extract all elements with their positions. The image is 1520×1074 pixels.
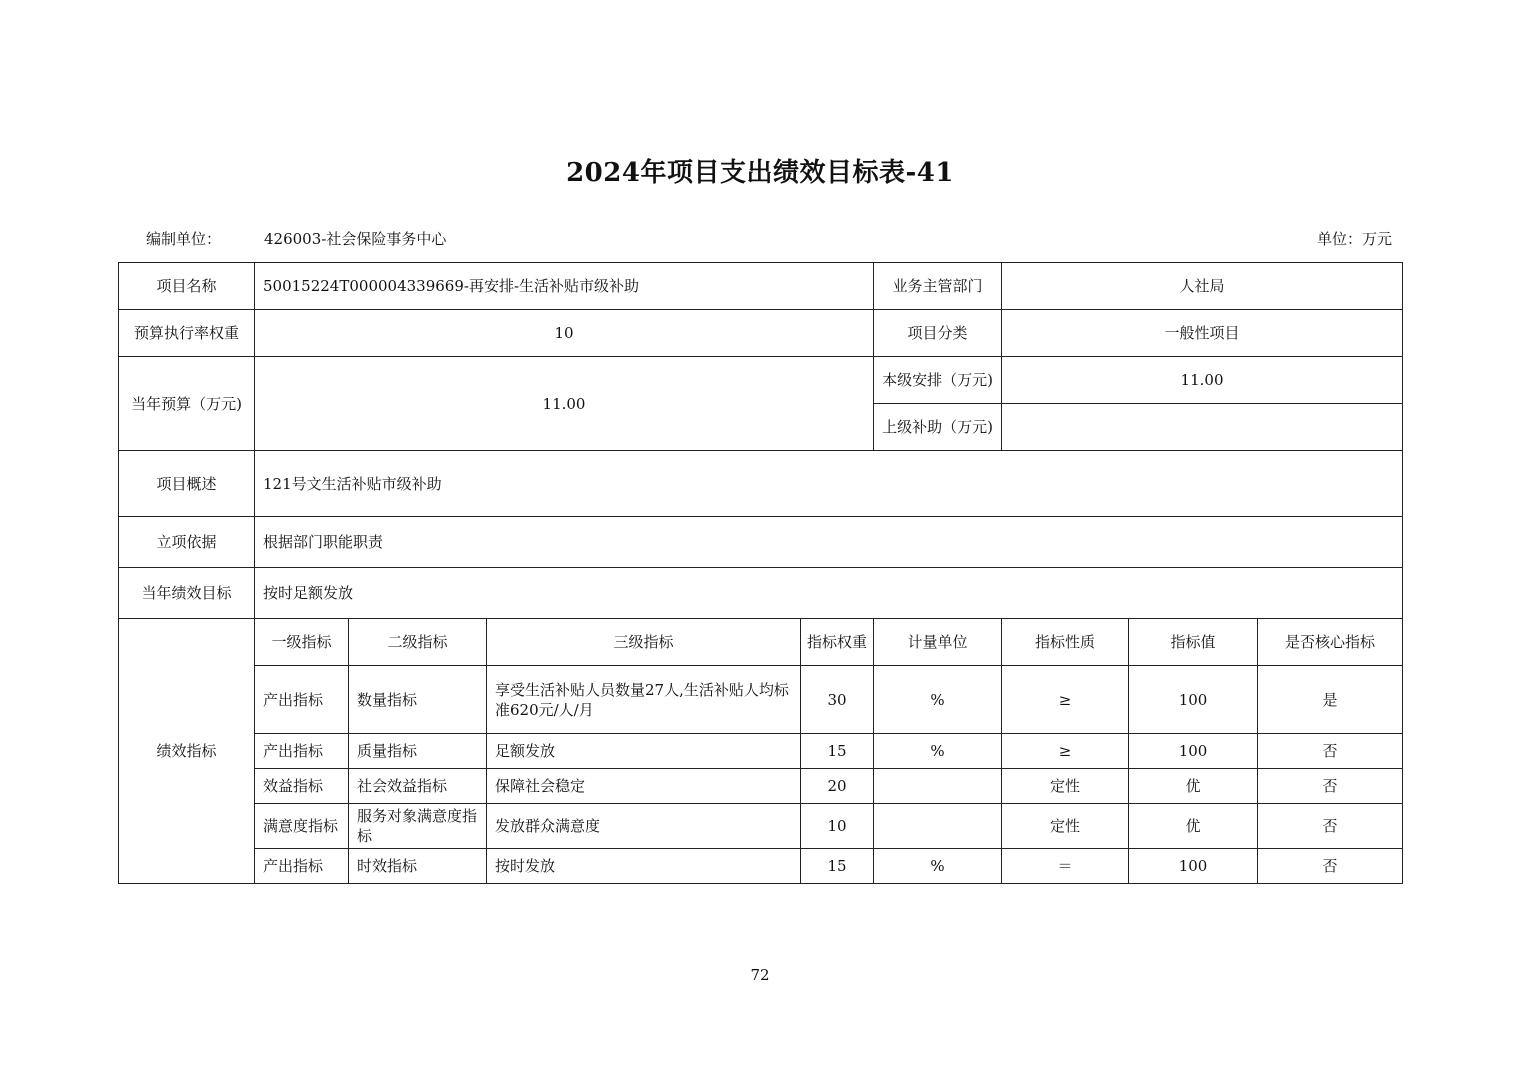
unit-cell [874, 804, 1002, 849]
weight-cell: 10 [801, 804, 874, 849]
level3-cell: 保障社会稳定 [487, 769, 801, 804]
currency-unit: 单位：万元 [1316, 230, 1392, 248]
weight-cell: 15 [801, 849, 874, 884]
level3-cell: 足额发放 [487, 734, 801, 769]
weight-cell: 15 [801, 734, 874, 769]
weight-cell: 20 [801, 769, 874, 804]
nature-cell: ＝ [1002, 849, 1129, 884]
summary-value: 121号文生活补贴市级补助 [255, 451, 1403, 517]
row-summary [119, 451, 1403, 517]
unit-cell: % [874, 734, 1002, 769]
dept-label: 业务主管部门 [874, 263, 1002, 310]
row-exec-rate [119, 310, 1403, 357]
header-level1: 一级指标 [255, 619, 349, 666]
core-cell: 否 [1258, 849, 1403, 884]
level2-cell: 数量指标 [349, 666, 487, 734]
nature-cell: ≥ [1002, 666, 1129, 734]
core-cell: 否 [1258, 734, 1403, 769]
level1-cell: 产出指标 [255, 666, 349, 734]
header-unit: 计量单位 [874, 619, 1002, 666]
nature-cell: 定性 [1002, 769, 1129, 804]
unit-cell [874, 769, 1002, 804]
header-level2: 二级指标 [349, 619, 487, 666]
prep-unit-label: 编制单位： [146, 230, 222, 248]
upper-label: 上级补助（万元) [874, 404, 1002, 451]
level1-cell: 效益指标 [255, 769, 349, 804]
row-basis [119, 517, 1403, 568]
row-goal [119, 568, 1403, 619]
table-row [119, 804, 1403, 849]
budget-label: 当年预算（万元) [119, 357, 255, 451]
basis-label: 立项依据 [119, 517, 255, 568]
header-core: 是否核心指标 [1258, 619, 1403, 666]
table-row [119, 849, 1403, 884]
level3-cell: 享受生活补贴人员数量27人,生活补贴人均标准620元/人/月 [487, 666, 801, 734]
level2-cell: 社会效益指标 [349, 769, 487, 804]
indicator-header-row [119, 619, 1403, 666]
local-label: 本级安排（万元) [874, 357, 1002, 404]
prep-unit-value: 426003-社会保险事务中心 [264, 230, 447, 248]
value-cell: 优 [1129, 804, 1258, 849]
budget-value: 11.00 [255, 357, 874, 451]
row-project-name [119, 263, 1403, 310]
unit-cell: % [874, 666, 1002, 734]
category-value: 一般性项目 [1002, 310, 1403, 357]
nature-cell: ≥ [1002, 734, 1129, 769]
header-weight: 指标权重 [801, 619, 874, 666]
goal-label: 当年绩效目标 [119, 568, 255, 619]
unit-cell: % [874, 849, 1002, 884]
project-name-label: 项目名称 [119, 263, 255, 310]
page-number: 72 [750, 966, 770, 984]
summary-label: 项目概述 [119, 451, 255, 517]
level1-cell: 产出指标 [255, 734, 349, 769]
category-label: 项目分类 [874, 310, 1002, 357]
core-cell: 否 [1258, 804, 1403, 849]
page-title: 2024年项目支出绩效目标表-41 [566, 158, 954, 188]
local-value: 11.00 [1002, 357, 1403, 404]
basis-value: 根据部门职能职责 [255, 517, 1403, 568]
perf-label: 绩效指标 [119, 619, 255, 884]
level1-cell: 满意度指标 [255, 804, 349, 849]
header-nature: 指标性质 [1002, 619, 1129, 666]
level3-cell: 发放群众满意度 [487, 804, 801, 849]
value-cell: 100 [1129, 734, 1258, 769]
goal-value: 按时足额发放 [255, 568, 1403, 619]
level2-cell: 时效指标 [349, 849, 487, 884]
row-budget-local [119, 357, 1403, 404]
exec-rate-value: 10 [255, 310, 874, 357]
nature-cell: 定性 [1002, 804, 1129, 849]
exec-rate-label: 预算执行率权重 [119, 310, 255, 357]
weight-cell: 30 [801, 666, 874, 734]
header-value: 指标值 [1129, 619, 1258, 666]
level1-cell: 产出指标 [255, 849, 349, 884]
table-row [119, 769, 1403, 804]
value-cell: 100 [1129, 666, 1258, 734]
dept-value: 人社局 [1002, 263, 1403, 310]
table-row [119, 666, 1403, 734]
value-cell: 优 [1129, 769, 1258, 804]
table-row [119, 734, 1403, 769]
upper-value [1002, 404, 1403, 451]
project-name-value: 50015224T000004339669-再安排-生活补贴市级补助 [255, 263, 874, 310]
level2-cell: 服务对象满意度指标 [349, 804, 487, 849]
level2-cell: 质量指标 [349, 734, 487, 769]
performance-table [118, 262, 1403, 884]
header-level3: 三级指标 [487, 619, 801, 666]
core-cell: 是 [1258, 666, 1403, 734]
value-cell: 100 [1129, 849, 1258, 884]
core-cell: 否 [1258, 769, 1403, 804]
level3-cell: 按时发放 [487, 849, 801, 884]
